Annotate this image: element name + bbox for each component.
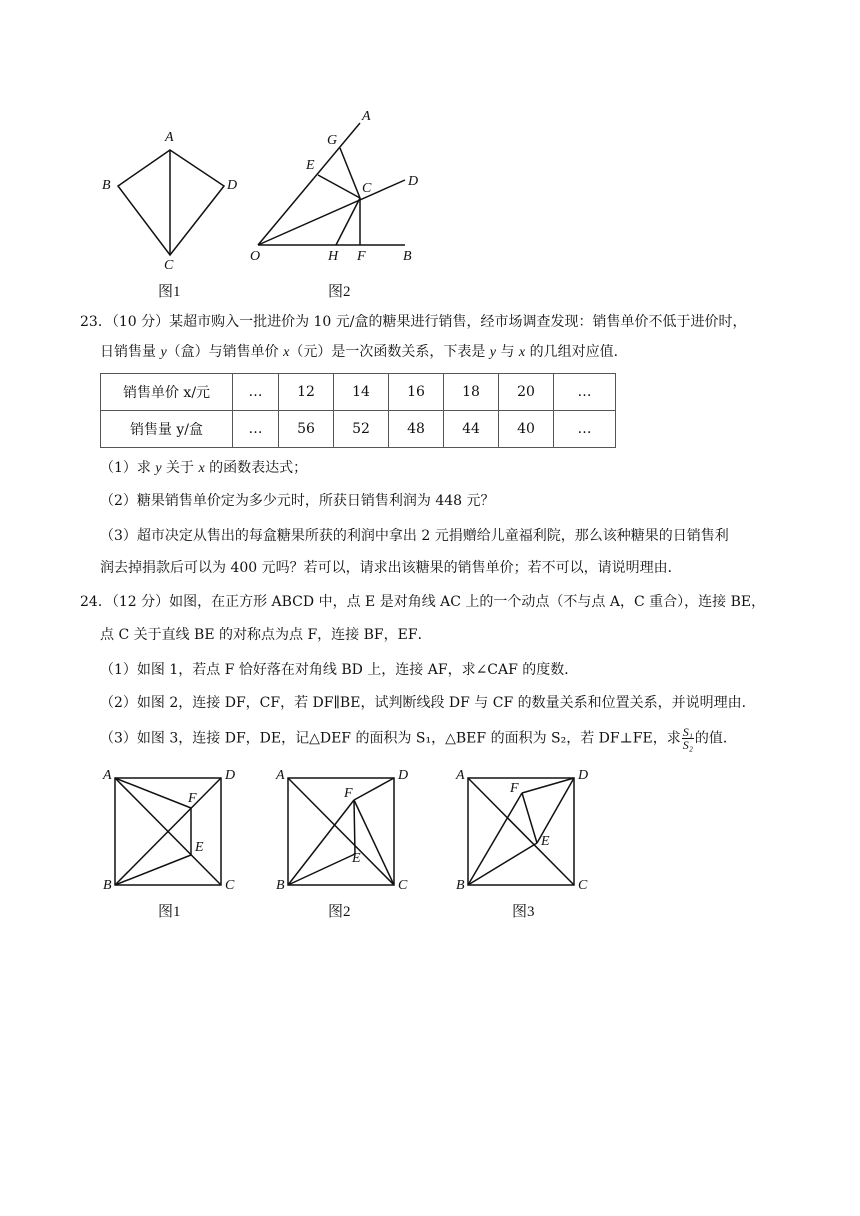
q22-fig2-label-F: F bbox=[357, 249, 366, 264]
table-cell: 52 bbox=[334, 411, 389, 448]
q24-fig3-label-B: B bbox=[456, 878, 465, 893]
table-cell: … bbox=[554, 411, 616, 448]
q23-text: 关于 bbox=[161, 460, 199, 476]
q23-var-x: x bbox=[283, 345, 290, 360]
q24-fig1-label-C: C bbox=[225, 878, 235, 893]
q23-intro-line1: 23．（10 分）某超市购入一批进价为 10 元/盒的糖果进行销售，经市场调查发现：销售单价不低于进价时， bbox=[80, 314, 747, 330]
q24-intro-line1: 24．（12 分）如图，在正方形 ABCD 中，点 E 是对角线 AC 上的一个动点（不与点 A，C 重合），连接 BE， bbox=[80, 594, 766, 610]
q24-fig2-label-B: B bbox=[276, 878, 285, 893]
q23-text: （盒）与销售单价 bbox=[166, 344, 284, 360]
q24-fig1-label-B: B bbox=[103, 878, 112, 893]
q22-fig1-label-B: B bbox=[102, 178, 111, 193]
table-cell: 56 bbox=[279, 411, 334, 448]
q23-var-y: y bbox=[160, 345, 167, 360]
q23-var-x: x bbox=[518, 345, 526, 360]
q23-text: 的函数表达式； bbox=[204, 460, 308, 476]
q22-fig2-label-O: O bbox=[250, 249, 261, 264]
q24-fig1-label-D: D bbox=[225, 768, 236, 783]
table-cell: … bbox=[233, 374, 279, 411]
table-row-header: 销售量 y/盒 bbox=[101, 411, 233, 448]
q24-fig2-caption: 图2 bbox=[328, 904, 351, 920]
q22-fig2-label-H: H bbox=[328, 249, 339, 264]
q23-text: 与 bbox=[496, 344, 519, 360]
q22-fig2-label-E: E bbox=[306, 158, 315, 173]
table-cell: … bbox=[554, 374, 616, 411]
q24-fig2-label-D: D bbox=[398, 768, 409, 783]
q23-part3-line2: 润去掉捐款后可以为 400 元吗？若可以，请求出该糖果的销售单价；若不可以，请说明理由． bbox=[100, 560, 682, 576]
q22-fig2-caption: 图2 bbox=[328, 284, 351, 300]
q24-fig3-label-A: A bbox=[456, 768, 465, 783]
q22-fig1-caption: 图1 bbox=[158, 284, 181, 300]
table-cell: 12 bbox=[279, 374, 334, 411]
q22-fig1-label-A: A bbox=[165, 130, 174, 145]
q24-fig1-label-E: E bbox=[195, 840, 204, 855]
q22-fig2-label-C: C bbox=[362, 181, 372, 196]
q23-part3-line1: （3）超市决定从售出的每盒糖果所获的利润中拿出 2 元捐赠给儿童福利院，那么该种糖果的日销售利 bbox=[100, 528, 729, 544]
q24-fig3-caption: 图3 bbox=[512, 904, 535, 920]
table-row-header: 销售单价 x/元 bbox=[101, 374, 233, 411]
q23-text: 日销售量 bbox=[100, 344, 161, 360]
q22-fig2-label-G: G bbox=[327, 133, 338, 148]
q24-fig2-label-C: C bbox=[398, 878, 408, 893]
q24-fig3-label-F: F bbox=[510, 781, 519, 796]
q23-var-x: x bbox=[198, 461, 205, 476]
table-cell: … bbox=[233, 411, 279, 448]
q23-var-y: y bbox=[155, 461, 162, 476]
q22-fig2-label-B: B bbox=[403, 249, 412, 264]
q22-fig2-label-A: A bbox=[362, 109, 371, 124]
q24-fig2-label-F: F bbox=[344, 786, 353, 801]
fraction-denominator: S₂ bbox=[682, 738, 693, 752]
q22-fig1-label-C: C bbox=[164, 258, 174, 273]
q24-part2: （2）如图 2，连接 DF，CF，若 DF∥BE，试判断线段 DF 与 CF 的数量关系和位置关系，并说明理由． bbox=[100, 695, 756, 711]
table-cell: 48 bbox=[389, 411, 444, 448]
q23-text: 的几组对应值． bbox=[525, 344, 628, 360]
q24-text: 的值． bbox=[694, 730, 737, 747]
table-cell: 44 bbox=[444, 411, 499, 448]
q24-part1: （1）如图 1，若点 F 恰好落在对角线 BD 上，连接 AF，求∠CAF 的度数． bbox=[100, 662, 579, 678]
q24-text: （3）如图 3，连接 DF，DE，记△DEF 的面积为 S₁，△BEF 的面积为 S₂，若 DF⊥FE，求 bbox=[100, 730, 681, 747]
q24-fig2-label-E: E bbox=[352, 851, 361, 866]
q22-fig1-label-D: D bbox=[227, 178, 238, 193]
q23-var-y: y bbox=[489, 345, 497, 360]
table-cell: 40 bbox=[499, 411, 554, 448]
table-cell: 20 bbox=[499, 374, 554, 411]
q23-part2: （2）糖果销售单价定为多少元时，所获日销售利润为 448 元？ bbox=[100, 493, 495, 509]
q23-text: （1）求 bbox=[100, 460, 156, 476]
q24-fig3-label-D: D bbox=[578, 768, 589, 783]
fraction-numerator: S₁ bbox=[682, 725, 693, 739]
table-cell: 14 bbox=[334, 374, 389, 411]
q24-fig1-label-A: A bbox=[103, 768, 112, 783]
table-cell: 18 bbox=[444, 374, 499, 411]
q24-fig1-caption: 图1 bbox=[158, 904, 181, 920]
q24-fig3-label-C: C bbox=[578, 878, 588, 893]
table-cell: 16 bbox=[389, 374, 444, 411]
q22-fig2-label-D: D bbox=[408, 174, 419, 189]
q24-intro-line2: 点 C 关于直线 BE 的对称点为点 F，连接 BF，EF． bbox=[100, 627, 432, 643]
q23-text: （元）是一次函数关系，下表是 bbox=[289, 344, 490, 360]
q24-fig3-label-E: E bbox=[541, 834, 550, 849]
q24-fig1-label-F: F bbox=[188, 791, 197, 806]
q24-fig2-label-A: A bbox=[276, 768, 285, 783]
